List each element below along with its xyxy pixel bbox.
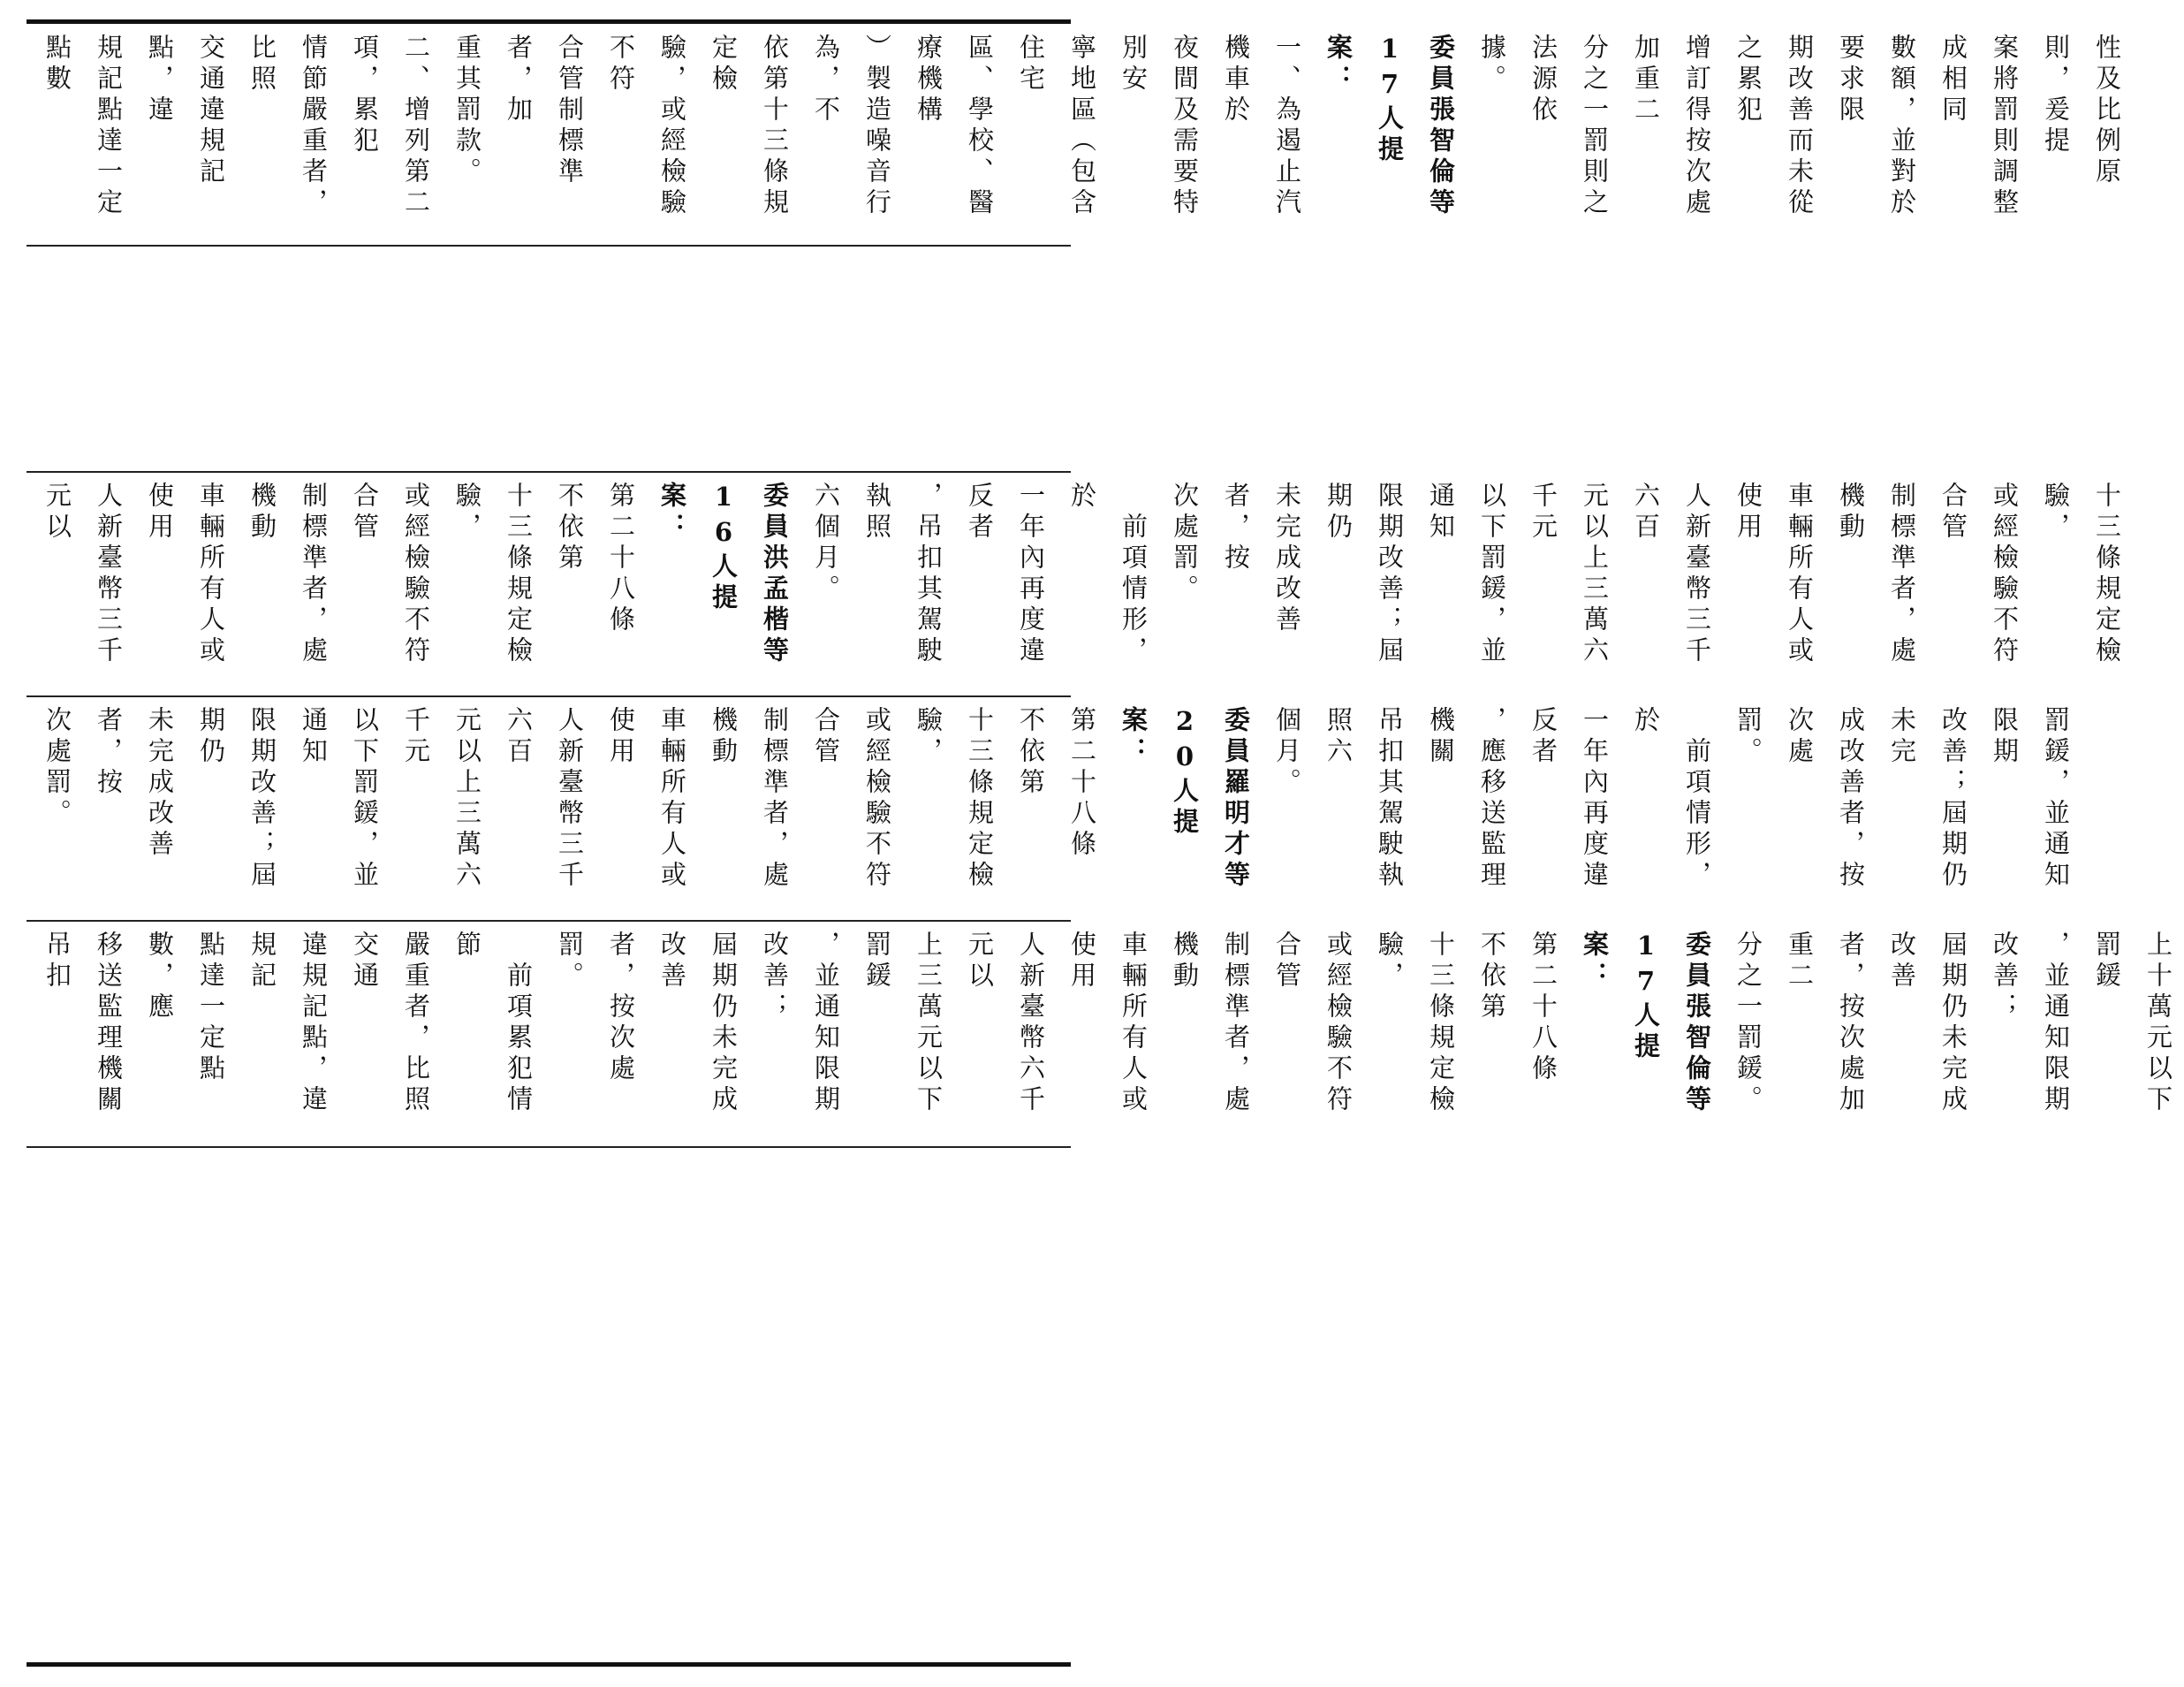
text-line: 區、學校、醫療機構 — [914, 34, 995, 219]
text-line: 移送監理機關吊扣 — [42, 931, 124, 1116]
text-line: 委員洪孟楷等16人提 — [709, 482, 790, 667]
text-line: 制標準者，處機動 — [709, 706, 790, 892]
text-line: 夜間及需要特別安 — [1119, 34, 1200, 219]
text-line: 委員羅明才等20人提 — [1170, 706, 1251, 892]
text-line: 六個月。 — [811, 482, 841, 605]
text-line: 十三條規定檢驗， — [1375, 931, 1456, 1116]
block-proposal-c — [32, 923, 2173, 1144]
text-line: 交通違規記點，違 — [145, 34, 226, 188]
text-line: 罰鍰，並通知限期 — [1990, 706, 2071, 892]
text-line: 重其罰款。 — [452, 34, 482, 188]
text-line: 情節嚴重者，比照 — [247, 34, 329, 219]
text-line: 限期改善；屆期仍 — [196, 706, 277, 892]
bottom-rule — [27, 1662, 1071, 1667]
text-line: 以下罰鍰，並通知 — [299, 706, 380, 892]
text-line: 未完成改善者，按 — [1221, 482, 1302, 636]
text-line: 違規記點，違規記 — [247, 931, 329, 1116]
text-line: 吊扣其駕駛執照六 — [1323, 706, 1405, 892]
text-line: ，並通知限期改善； — [1990, 931, 2071, 1116]
text-line: 增訂得按次處加重二 — [1631, 34, 1712, 219]
text-line: 案： — [1119, 706, 1149, 768]
text-line: 分之一罰則之法源依 — [1528, 34, 1610, 219]
text-line: 十三條規定檢驗， — [452, 482, 534, 667]
text-line: ，應移送監理機關 — [1426, 706, 1507, 892]
text-line: 一年內再度違反者 — [965, 482, 1046, 667]
text-line: 人新臺幣三千元以 — [42, 482, 124, 667]
text-line: 前項情形，於 — [1067, 482, 1149, 667]
text-line: 合管制標準者，加 — [504, 34, 585, 188]
text-line: 車輛所有人或使用 — [1067, 931, 1149, 1116]
text-line: 次處罰。 — [1170, 482, 1200, 605]
text-line: 案： — [657, 482, 687, 543]
block-proposals-b — [32, 699, 2071, 916]
text-line: 十三條規定檢驗， — [914, 706, 995, 892]
block-explanation — [32, 27, 2122, 244]
text-line: 委員張智倫等17人提 — [1375, 34, 1456, 219]
text-line: 個月。 — [1272, 706, 1302, 799]
text-line: 案將罰則調整成相同 — [1938, 34, 2020, 219]
text-line: 人新臺幣三千六百 — [504, 706, 585, 892]
divider-1 — [27, 245, 1071, 247]
text-line: 元以上三萬六千元 — [1528, 482, 1610, 667]
text-line: 次處罰。 — [42, 706, 72, 830]
text-line: 元以上三萬六千元 — [401, 706, 482, 892]
text-line: ，並通知限期改善； — [760, 931, 841, 1116]
text-line: 案： — [1580, 931, 1610, 992]
text-line: ，吊扣其駕駛執照 — [862, 482, 944, 667]
text-line: 第二十八條 不依第 — [555, 482, 636, 667]
text-line: 者，按次處罰。 — [555, 931, 636, 1085]
block-proposals-a — [32, 475, 2122, 692]
text-line: 未完成改善者，按 — [94, 706, 175, 861]
text-line: 規記點達一定點數 — [42, 34, 124, 219]
text-line: 以下罰鍰，並通知 — [1426, 482, 1507, 667]
text-line: 改善；屆期仍未完 — [1887, 706, 1968, 892]
divider-4 — [27, 920, 1071, 922]
text-line: 點達一定點數，應 — [145, 931, 226, 1085]
text-line: 或經檢驗不符合管 — [1272, 931, 1354, 1116]
text-line: 前項累犯情節 — [452, 931, 534, 1116]
text-line: 期改善而未從之累犯 — [1733, 34, 1815, 219]
text-line: 屆期仍未完成改善 — [1887, 931, 1968, 1116]
text-line: 一、為遏止汽機車於 — [1221, 34, 1302, 219]
text-line: 據。 — [1477, 34, 1507, 95]
text-line: 人新臺幣六千元以 — [965, 931, 1046, 1116]
text-line: 驗，或經檢驗不符 — [606, 34, 687, 219]
text-line: 車輛所有人或使用 — [1733, 482, 1815, 667]
text-line: 屆期仍未完成改善 — [657, 931, 739, 1116]
text-line: 上十萬元以下罰鍰 — [2092, 931, 2173, 1116]
text-line: 限期改善；屆期仍 — [1323, 482, 1405, 667]
text-line: 一年內再度違反者 — [1528, 706, 1610, 892]
text-line: 二、增列第二項，累犯 — [350, 34, 431, 219]
text-line: 分之一罰鍰。 — [1733, 931, 1763, 1116]
text-line: 性及比例原則，爰提 — [2041, 34, 2122, 188]
text-line: 成改善者，按次處 — [1785, 706, 1866, 892]
text-line: 車輛所有人或使用 — [606, 706, 687, 892]
text-line: 數額，並對於要求限 — [1836, 34, 1917, 219]
text-line: 或經檢驗不符合管 — [1938, 482, 2020, 667]
text-line: 十三條規定檢驗， — [2041, 482, 2122, 667]
text-line: 或經檢驗不符合管 — [350, 482, 431, 667]
text-line: 制標準者，處機動 — [1170, 931, 1251, 1116]
text-line: 人新臺幣三千六百 — [1631, 482, 1712, 667]
text-line: 制標準者，處機動 — [247, 482, 329, 667]
text-line: 前項情形，於 — [1631, 706, 1712, 892]
text-line: 依第十三條規定檢 — [709, 34, 790, 219]
text-line: 罰。 — [1733, 706, 1763, 768]
text-line: 第二十八條 不依第 — [1477, 931, 1558, 1116]
divider-5 — [27, 1146, 1071, 1148]
text-line: 或經檢驗不符合管 — [811, 706, 892, 892]
text-line: 上三萬元以下罰鍰 — [862, 931, 944, 1116]
text-line: 委員張智倫等17人提 — [1631, 931, 1712, 1116]
text-line: 案： — [1323, 34, 1354, 95]
text-line: 寧地區（包含住宅 — [1016, 34, 1097, 219]
text-line: 第二十八條 不依第 — [1016, 706, 1097, 892]
text-line: ）製造噪音行為，不 — [811, 34, 892, 219]
divider-3 — [27, 695, 1071, 697]
text-line: 制標準者，處機動 — [1836, 482, 1917, 667]
text-line: 嚴重者，比照交通 — [350, 931, 431, 1116]
text-line: 者，按次處加重二 — [1785, 931, 1866, 1116]
text-line: 車輛所有人或使用 — [145, 482, 226, 667]
divider-2 — [27, 471, 1071, 473]
top-rule — [27, 19, 1071, 24]
